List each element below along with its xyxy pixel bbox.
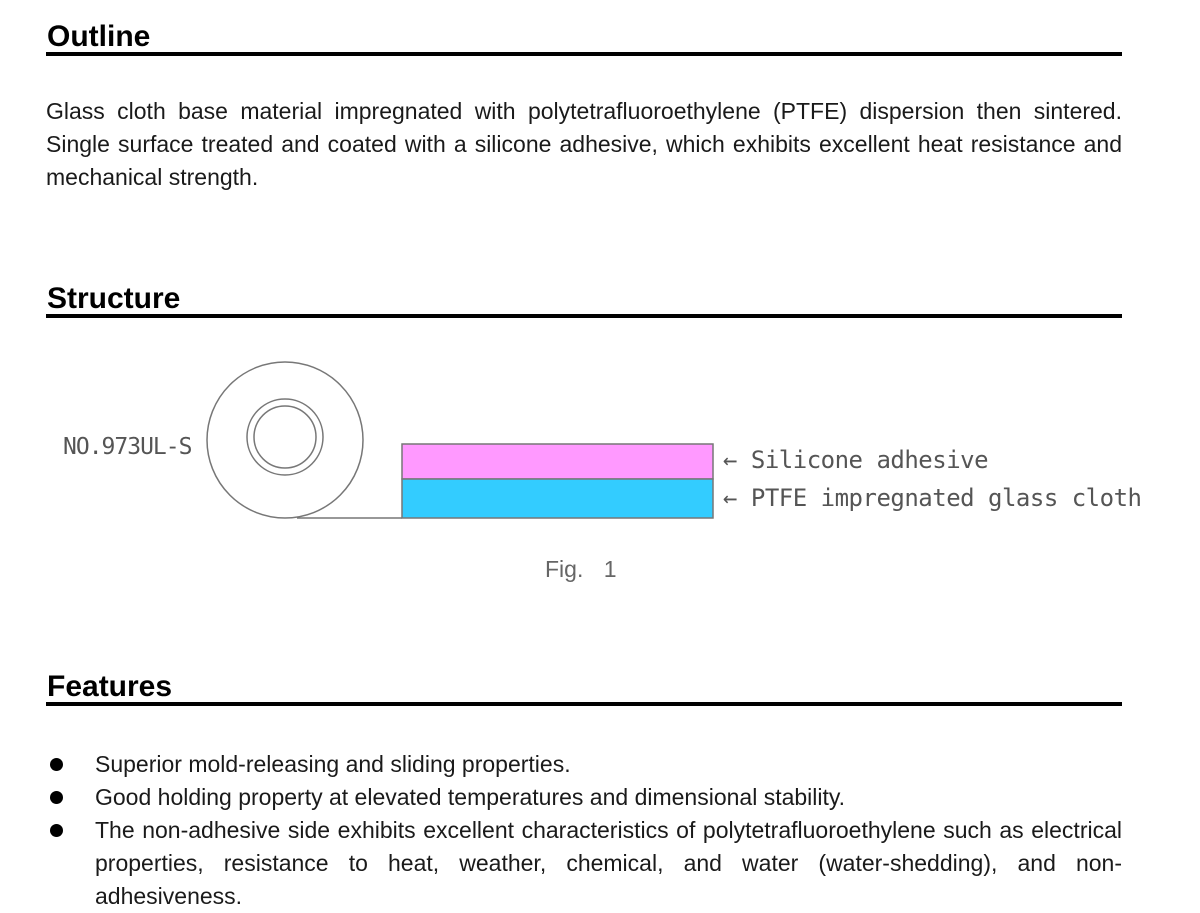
features-list <box>46 748 1122 913</box>
tape-roll-core-inner <box>254 406 316 468</box>
structure-figure <box>0 340 1200 600</box>
features-heading-text: Features <box>47 670 173 703</box>
outline-heading-text: Outline <box>47 20 151 53</box>
list-item <box>46 814 1122 913</box>
outline-heading <box>46 6 1122 56</box>
structure-heading <box>46 268 1122 318</box>
silicone-adhesive-layer <box>402 444 713 479</box>
bullet-icon <box>50 824 63 837</box>
feature-text: Good holding property at elevated temperatures and dimensional stability. <box>95 784 846 810</box>
ptfe-glass-cloth-layer <box>402 479 713 518</box>
bullet-icon <box>50 791 63 804</box>
list-item <box>46 748 1122 781</box>
structure-heading-text: Structure <box>47 282 181 315</box>
product-model-label: NO.973UL-S <box>63 434 192 460</box>
silicone-adhesive-label: ← Silicone adhesive <box>723 446 989 474</box>
outline-paragraph: Glass cloth base material impregnated with polytetrafluoroethylene (PTFE) dispersion then sintered. Single surface treated and coated with a silicone adhesive, which exhibits excellent heat resistance and mechanical strength. <box>46 98 1122 190</box>
list-item <box>46 781 1122 814</box>
figure-caption: Fig. 1 <box>545 556 617 582</box>
feature-text: Superior mold-releasing and sliding properties. <box>95 751 571 777</box>
bullet-icon <box>50 758 63 771</box>
ptfe-glass-cloth-label: ← PTFE impregnated glass cloth <box>723 484 1142 512</box>
features-heading <box>46 656 1122 706</box>
feature-text: The non-adhesive side exhibits excellent characteristics of polytetrafluoroethylene such as electrical properties, resistance to heat, weather, chemical, and water (water-shedding), and non-adhesiveness. <box>95 817 1122 909</box>
